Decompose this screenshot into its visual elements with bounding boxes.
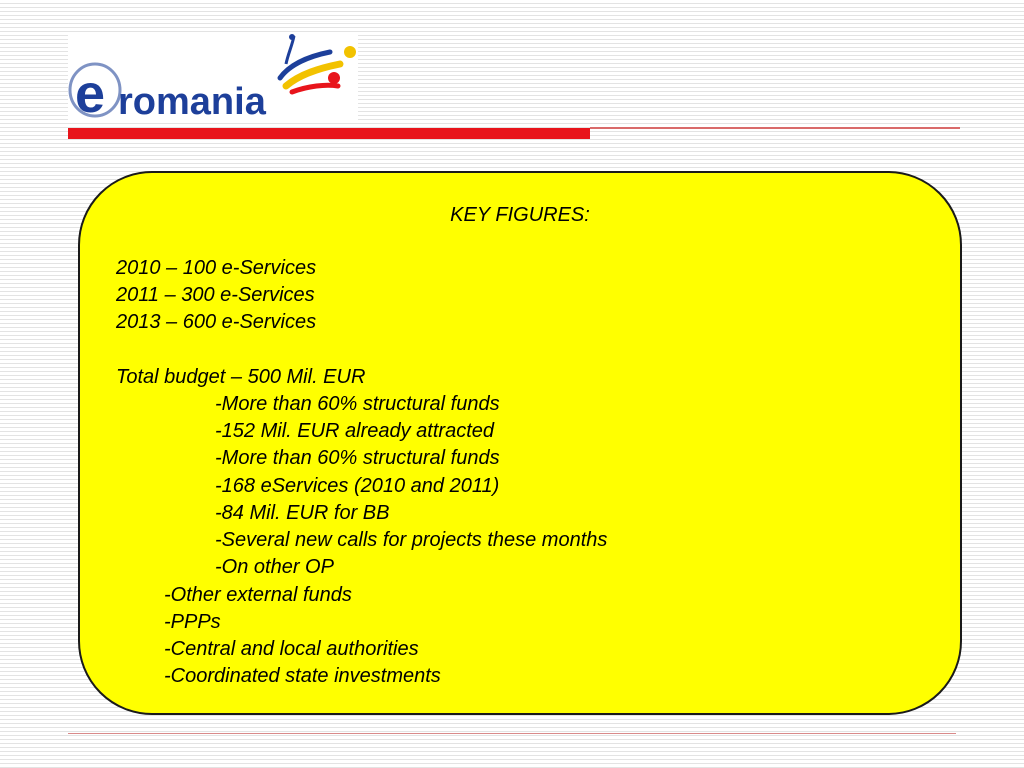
header-divider-line <box>590 127 960 129</box>
card-line: -84 Mil. EUR for BB <box>215 502 390 524</box>
card-line: -More than 60% structural funds <box>215 393 500 415</box>
card-line: 2011 – 300 e-Services <box>116 284 315 306</box>
card-line: -Coordinated state investments <box>164 665 441 687</box>
card-line: Total budget – 500 Mil. EUR <box>116 366 366 388</box>
card-line: -On other OP <box>215 556 334 578</box>
card-line: -Other external funds <box>164 584 352 606</box>
card-heading: KEY FIGURES: <box>450 204 590 226</box>
key-figures-card <box>78 171 962 715</box>
logo-letter-e: e <box>75 64 106 120</box>
card-line: -More than 60% structural funds <box>215 447 500 469</box>
card-line: -152 Mil. EUR already attracted <box>215 420 495 442</box>
card-line: -Central and local authorities <box>164 638 419 660</box>
card-line: -Several new calls for projects these months <box>215 529 608 551</box>
card-line: -168 eServices (2010 and 2011) <box>215 475 500 497</box>
header-accent-bar <box>68 128 590 139</box>
eromania-logo <box>68 34 358 120</box>
card-line: 2010 – 100 e-Services <box>116 257 317 279</box>
eromania-logo-graphic <box>68 34 358 120</box>
card-line: 2013 – 600 e-Services <box>116 311 317 333</box>
card-line: -PPPs <box>164 611 221 633</box>
logo-wordmark: romania <box>118 81 266 120</box>
footer-divider-line <box>68 733 956 734</box>
